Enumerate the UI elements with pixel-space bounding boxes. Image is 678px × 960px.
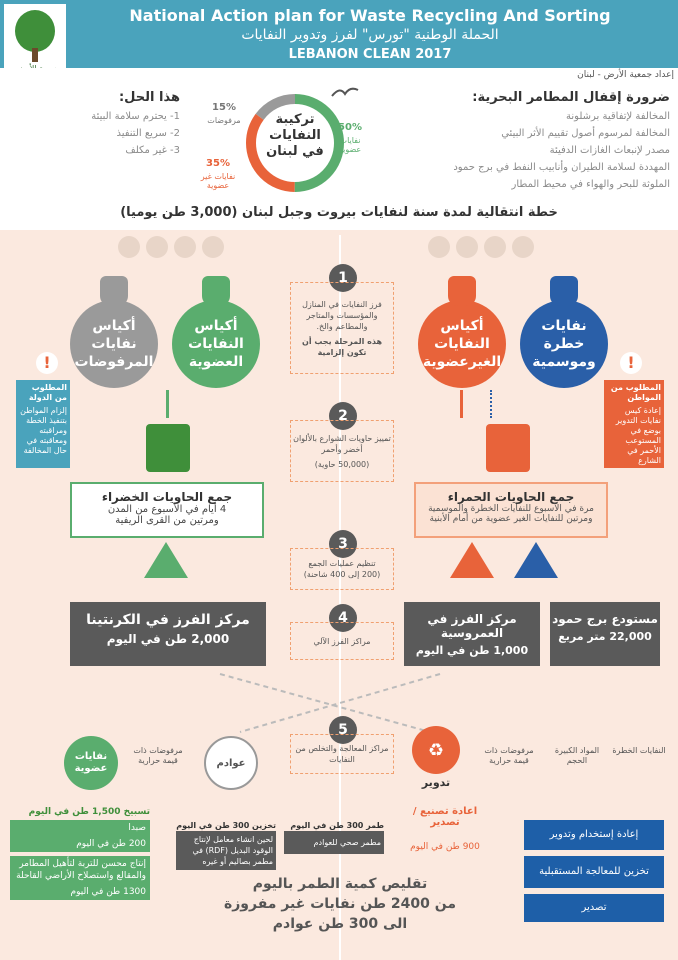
compost-line: إنتاج محسن للتربة لتأهيل المطامر والمقالع واستصلاح الأراضي القاحلة xyxy=(10,856,150,884)
green-collection-line: 4 أيام في الأسبوع من المدن xyxy=(107,504,227,515)
solution-title: هذا الحل: xyxy=(118,90,180,105)
step-1: 1 xyxy=(329,264,357,292)
step-3-text: تنظيم عمليات الجمع xyxy=(308,559,376,568)
rejects-pct: 15% xyxy=(212,102,236,113)
compost-line: صبدا xyxy=(10,820,150,836)
reasons-list xyxy=(360,108,670,193)
storage-block xyxy=(176,820,276,870)
green-icons-row xyxy=(118,236,228,258)
warning-state-body: إلزام المواطن بتنفيذ الخطة ومراقبته ومعاقبته في حال المخالفة xyxy=(20,406,67,455)
reason-item: المهددة لسلامة الطيران وأنابيب النفط في برج حمود xyxy=(453,162,670,173)
storage-head: تخزين 300 طن في اليوم xyxy=(176,821,276,830)
recycle-bag-icon xyxy=(448,276,476,306)
landfill-block xyxy=(284,820,384,854)
center-amount: 2,000 طن في اليوم xyxy=(106,632,230,646)
compost-line: 1300 طن في اليوم xyxy=(10,884,150,900)
apple-icon xyxy=(174,236,196,258)
warning-citizen xyxy=(604,380,664,468)
warning-icon: ! xyxy=(620,352,642,374)
blue-storage: تخزين للمعالجة المستقبلية xyxy=(524,856,664,888)
bag-inorganic: أكياس النفايات الغيرعضوية xyxy=(418,300,506,388)
truck-icon xyxy=(144,542,188,578)
title-arabic: الحملة الوطنية "تورس" لفرز وتدوير النفايات xyxy=(241,27,499,43)
green-collection-title: جمع الحاويات الخضراء xyxy=(101,490,233,504)
warning-state-title: المطلوب من الدولة xyxy=(28,383,67,402)
biohazard-bag-icon xyxy=(550,276,578,306)
reason-item: الملوثة للبحر والهواء في محيط المطار xyxy=(511,179,670,190)
storage-body: لحين انشاء معامل لإنتاج الوقود البديل (RDF) في مطمر بصاليم أو غيره xyxy=(176,831,276,870)
center-amount: 1,000 طن في اليوم xyxy=(415,644,529,657)
inorganic-label: نفايات غير عضوية xyxy=(200,172,236,190)
step-4-box: مراكز الفرز الآلي xyxy=(290,622,394,660)
bird-icon xyxy=(330,84,360,100)
reexport-amount: 900 طن في اليوم xyxy=(410,842,480,852)
center-amount: 22,000 متر مربع xyxy=(558,630,652,643)
red-collection-line: ومرتين للنفايات الغير عضوية من أمام الأبنية xyxy=(429,514,593,524)
solution-list xyxy=(60,108,180,159)
arrow-line xyxy=(166,390,169,418)
box-icon xyxy=(484,236,506,258)
reason-item: المخالفة لإتفاقية برشلونة xyxy=(566,111,670,122)
bin-icon xyxy=(118,236,140,258)
red-bin-icon xyxy=(486,424,530,472)
step-2-box xyxy=(290,420,394,482)
warning-citizen-title: المطلوب من المواطن xyxy=(610,383,661,402)
arrow-line xyxy=(460,390,463,418)
truck-icon xyxy=(450,542,494,578)
paper-icon xyxy=(512,236,534,258)
output-bulky: المواد الكبيرة الحجم xyxy=(554,746,600,765)
blue-reuse: إعادة إستخدام وتدوير xyxy=(524,820,664,850)
green-collection-box xyxy=(70,482,264,538)
step-1-box xyxy=(290,282,394,374)
step-2-text: تمييز حاويات الشوارع بالألوان أخضر وأحمر xyxy=(293,433,391,454)
bag-organic: أكياس النفايات العضوية xyxy=(172,300,260,388)
output-organic: نفايات عضوية xyxy=(64,736,118,790)
credit: إعداد جمعية الأرض - لبنان xyxy=(577,70,674,80)
output-rdf-right: مرفوضات ذات قيمة حرارية xyxy=(484,746,534,765)
red-collection-box xyxy=(414,482,608,538)
solution-item: 2- سريع التنفيذ xyxy=(116,128,180,139)
warning-icon: ! xyxy=(36,352,58,374)
output-recycle: تدوير xyxy=(421,776,451,789)
center-burj-hammoud xyxy=(550,602,660,666)
compost-block xyxy=(10,806,150,900)
organic-label: نفايات عضوية xyxy=(338,136,362,154)
bottle-icon xyxy=(146,236,168,258)
reason-item: المخالفة لمرسوم أصول تقييم الأثر البيئي xyxy=(501,128,670,139)
step-2-count: (50,000 حاوية) xyxy=(314,459,370,469)
center-title: مركز الفرز في الكرنتينا xyxy=(86,612,250,628)
reduction-block xyxy=(190,874,490,934)
bag-hazard: نفايات خطرة وموسمية xyxy=(520,300,608,388)
reexport-head: اعادة تصنيع / تصدير xyxy=(412,806,478,828)
reduction-line: الى 300 طن عوادم xyxy=(272,916,408,932)
recycle-icon: ♻ xyxy=(412,726,460,774)
reduction-line: تقليص كمية الطمر باليوم xyxy=(252,876,428,892)
step-3: 3 xyxy=(329,530,357,558)
rejects-label: مرفوضات xyxy=(207,116,241,125)
red-collection-line: مرة في الأسبوع للنفايات الخطرة والموسمية xyxy=(428,504,594,514)
title-year: LEBANON CLEAN 2017 xyxy=(288,47,452,62)
center-title: مستودع برج حمود xyxy=(552,612,658,626)
plan-title: خطة انتقالية لمدة سنة لنفايات بيروت وجبل لبنان (3,000 طن يوميا) xyxy=(120,205,558,220)
center-karantina xyxy=(70,602,266,666)
trash-bag-icon xyxy=(202,276,230,306)
warning-state xyxy=(16,380,70,468)
step-5: 5 xyxy=(329,716,357,744)
solution-item: 3- غير مكلف xyxy=(125,145,180,156)
output-rdf-left: مرفوضات ذات قيمة حرارية xyxy=(133,746,183,765)
leaf-icon xyxy=(202,236,224,258)
output-inert: عوادم xyxy=(204,736,258,790)
tree-trunk xyxy=(32,48,38,62)
green-collection-line: ومرتين من القرى الريفية xyxy=(115,515,219,526)
red-icons-row xyxy=(428,236,548,258)
trash-bag-icon xyxy=(100,276,128,306)
bag-rejects: أكياس نفايات المرفوضات xyxy=(70,300,158,388)
solution-item: 1- يحترم سلامة البيئة xyxy=(91,111,180,122)
output-hazard: النفايات الخطرة xyxy=(612,746,666,755)
center-title: مركز الفرز في العمروسية xyxy=(427,612,517,640)
green-bin-icon xyxy=(146,424,190,472)
compost-head: تسبيخ 1,500 طن في اليوم xyxy=(28,807,150,817)
inorganic-pct: 35% xyxy=(206,158,230,169)
arrow-dotted xyxy=(490,390,492,418)
red-collection-title: جمع الحاويات الحمراء xyxy=(447,490,575,504)
can-icon xyxy=(456,236,478,258)
title-english: National Action plan for Waste Recycling And Sorting xyxy=(129,6,611,25)
reason-item: مصدر لإنبعاث الغازات الدفيئة xyxy=(549,145,670,156)
organic-pct: 50% xyxy=(338,122,362,133)
reduction-line: من 2400 طن نفايات غير مفروزة xyxy=(223,896,457,912)
step-3-box xyxy=(290,548,394,590)
landfill-head: طمر 300 طن في اليوم xyxy=(290,821,384,830)
truck-icon xyxy=(514,542,558,578)
step-5-box: مراكز المعالجة والتخلص من النفايات xyxy=(290,734,394,774)
compost-line: 200 طن في اليوم xyxy=(10,836,150,852)
step-4: 4 xyxy=(329,604,357,632)
step-3-count: (200 إلى 400 شاحنة) xyxy=(303,570,381,579)
battery-icon xyxy=(428,236,450,258)
composition-title: تركيبة النفايات في لبنان xyxy=(266,112,324,159)
center-amrousieh xyxy=(404,602,540,666)
landfill-body: مطمر صحي للعوادم xyxy=(284,831,384,854)
step-2: 2 xyxy=(329,402,357,430)
step-1-bold: هذه المرحلة يجب أن تكون إلزامية xyxy=(301,336,383,357)
reasons-title: ضرورة إقفال المطامر البحرية: xyxy=(472,90,670,105)
tree-icon xyxy=(15,10,55,52)
blue-export: تصدير xyxy=(524,894,664,922)
step-1-text: فرز النفايات في المنازل والمؤسسات والمتاجر والمطاعم والخ. xyxy=(302,299,382,331)
warning-citizen-body: إعادة كيس نفايات التدوير بوضع في المستوعب الأحمر في الشارع xyxy=(615,406,661,465)
